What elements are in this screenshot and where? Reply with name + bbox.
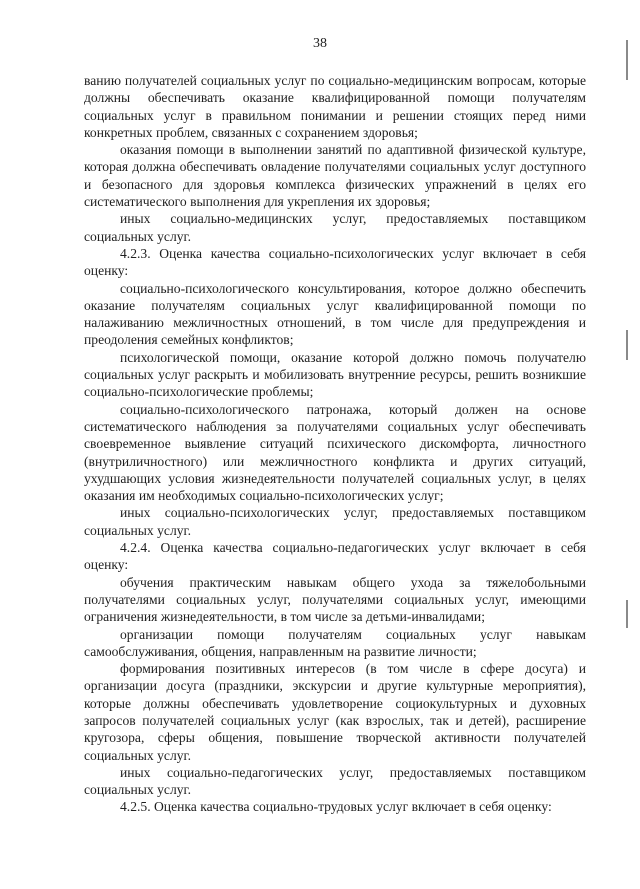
section-heading-4-2-4: 4.2.4. Оценка качества социально-педагогических услуг включает в себя оценку:	[84, 540, 586, 573]
paragraph: ванию получателей социальных услуг по социально-медицинским вопросам, которые должны обеспечивать оказание квалифицированной помощи получателям социальных услуг в правильном понимании и решении стоящих перед ними конкретных проблем, связанных с сохранением здоровья;	[84, 73, 586, 140]
document-body	[84, 72, 586, 816]
paragraph: обучения практическим навыкам общего ухода за тяжелобольными получателями социальных услуг, получателями социальных услуг, имеющими ограничения жизнедеятельности, в том числе за детьми-инвалидами;	[84, 574, 586, 625]
paragraph: иных социально-педагогических услуг, предоставляемых поставщиком социальных услуг.	[84, 764, 586, 798]
scan-edge-mark	[626, 600, 628, 628]
paragraph: иных социально-медицинских услуг, предоставляемых поставщиком социальных услуг.	[84, 211, 586, 244]
paragraph: психологической помощи, оказание которой должно помочь получателю социальных услуг раскрыть и мобилизовать внутренние ресурсы, решить возникшие социально-психологические проблемы;	[84, 349, 586, 400]
paragraph: организации помощи получателям социальных услуг навыкам самообслуживания, общения, направленным на развитие личности;	[84, 626, 586, 659]
scan-edge-mark	[626, 330, 628, 360]
paragraph: социально-психологического консультирования, которое должно обеспечить оказание получателям социальных услуг квалифицированной помощи по налаживанию межличностных отношений, в том числе для предупреждения и преодоления семейных конфликтов;	[84, 280, 586, 348]
paragraph: социально-психологического патронажа, который должен на основе систематического наблюдения за получателями социальных услуг обеспечивать своевременное выявление ситуаций психического дискомфорта, личностного (внутриличностного) или межличностного конфликта и других ситуаций, ухудшающих условия жизнедеятельности получателей социальных услуг, в целях оказания им необходимых социально-психологических услуг;	[84, 401, 586, 504]
page-number: 38	[313, 36, 327, 51]
section-heading-4-2-3: 4.2.3. Оценка качества социально-психологических услуг включает в себя оценку:	[84, 245, 586, 279]
scan-edge-mark	[626, 40, 628, 80]
paragraph: оказания помощи в выполнении занятий по адаптивной физической культуре, которая должна обеспечивать овладение получателями социальных услуг доступного и безопасного для здоровья комплекса физических упражнений в целях его систематического выполнения для укрепления их здоровья;	[84, 142, 586, 210]
section-heading-4-2-5: 4.2.5. Оценка качества социально-трудовых услуг включает в себя оценку:	[120, 799, 552, 815]
paragraph: формирования позитивных интересов (в том числе в сфере досуга) и организации досуга (праздники, экскурсии и другие культурные мероприятия), которые должны обеспечивать удовлетворение социокультурных и духовных запросов получателей социальных услуг (как взрослых, так и детей), расширение кругозора, сферы общения, повышение творческой активности получателей социальных услуг.	[84, 661, 586, 763]
paragraph: иных социально-психологических услуг, предоставляемых поставщиком социальных услуг.	[84, 505, 586, 538]
